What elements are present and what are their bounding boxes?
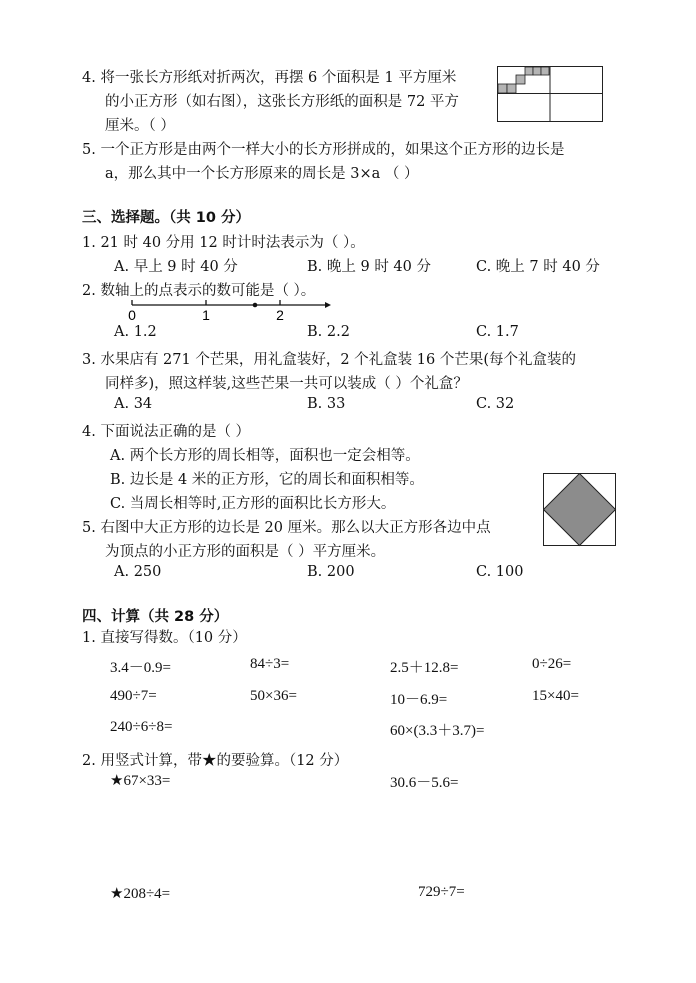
s3-q3-option-c: C. 32 (476, 396, 515, 412)
s3-q3-line2: 同样多)，照这样装,这些芒果一共可以装成（ ）个礼盒？ (105, 376, 468, 392)
s3-q5-option-c: C. 100 (476, 564, 524, 580)
calc-item: 490÷7= (110, 688, 157, 704)
s3-q2-option-b: B. 2.2 (307, 324, 350, 340)
vertical-calc-item: 729÷7= (418, 884, 465, 900)
judge-q5-line2: a，那么其中一个长方形原来的周长是 3×a （ ） (105, 166, 419, 182)
diamond-square-figure (543, 473, 617, 547)
s3-q5-option-b: B. 200 (307, 564, 355, 580)
s3-q2-stem: 2. 数轴上的点表示的数可能是（ ）。 (82, 283, 316, 299)
s3-q3-option-b: B. 33 (307, 396, 346, 412)
calc-item: 15×40= (532, 688, 579, 704)
vertical-calc-item: 30.6－5.6= (390, 775, 459, 791)
judge-q4-line1: 4. 将一张长方形纸对折两次，再摆 6 个面积是 1 平方厘米 (82, 70, 457, 86)
s3-q5-option-a: A. 250 (114, 564, 162, 580)
section4-title: 四、计算（共 28 分） (82, 609, 229, 625)
calc-item: 10－6.9= (390, 692, 448, 708)
s3-q2-option-a: A. 1.2 (114, 324, 157, 340)
calc-item: 50×36= (250, 688, 297, 704)
calc-item: 3.4－0.9= (110, 660, 171, 676)
tick-label-1: 1 (202, 307, 210, 322)
s3-q4-option-c: C. 当周长相等时,正方形的面积比长方形大。 (110, 496, 396, 512)
number-line (120, 296, 340, 322)
calc-item: 2.5＋12.8= (390, 660, 459, 676)
calc-item: 0÷26= (532, 656, 572, 672)
calc-item: 240÷6÷8= (110, 719, 173, 735)
s3-q3-option-a: A. 34 (114, 396, 153, 412)
s3-q1-stem: 1. 21 时 40 分用 12 时计时法表示为（ ）。 (82, 235, 365, 251)
s3-q1-option-c: C. 晚上 7 时 40 分 (476, 259, 600, 275)
s3-q3-line1: 3. 水果店有 271 个芒果，用礼盒装好，2 个礼盒装 16 个芒果(每个礼盒装的 (82, 352, 576, 368)
calc-item: 60×(3.3＋3.7)= (390, 723, 485, 739)
s3-q2-option-c: C. 1.7 (476, 324, 519, 340)
s3-q5-line1: 5. 右图中大正方形的边长是 20 厘米。那么以大正方形各边中点 (82, 520, 491, 536)
calc-item: 84÷3= (250, 656, 290, 672)
s3-q4-option-b: B. 边长是 4 米的正方形，它的周长和面积相等。 (110, 472, 424, 488)
tick-label-2: 2 (276, 307, 284, 322)
s3-q5-line2: 为顶点的小正方形的面积是（ ）平方厘米。 (105, 544, 386, 560)
s4-part1-title: 1. 直接写得数。（10 分） (82, 630, 247, 646)
section3-title: 三、选择题。（共 10 分） (82, 210, 251, 226)
folded-paper-figure (497, 66, 605, 124)
s3-q4-stem: 4. 下面说法正确的是（ ） (82, 424, 251, 440)
s3-q1-option-b: B. 晚上 9 时 40 分 (307, 259, 431, 275)
vertical-calc-item: ★208÷4= (110, 886, 171, 902)
s4-part2-title: 2. 用竖式计算，带★的要验算。（12 分） (82, 753, 349, 769)
judge-q4-line3: 厘米。（ ） (105, 118, 175, 134)
tick-label-0: 0 (128, 307, 136, 322)
judge-q5-line1: 5. 一个正方形是由两个一样大小的长方形拼成的，如果这个正方形的边长是 (82, 142, 565, 158)
judge-q4-line2: 的小正方形（如右图），这张长方形纸的面积是 72 平方 (105, 94, 459, 110)
s3-q1-option-a: A. 早上 9 时 40 分 (114, 259, 238, 275)
s3-q4-option-a: A. 两个长方形的周长相等，面积也一定会相等。 (110, 448, 420, 464)
vertical-calc-item: ★67×33= (110, 773, 171, 789)
